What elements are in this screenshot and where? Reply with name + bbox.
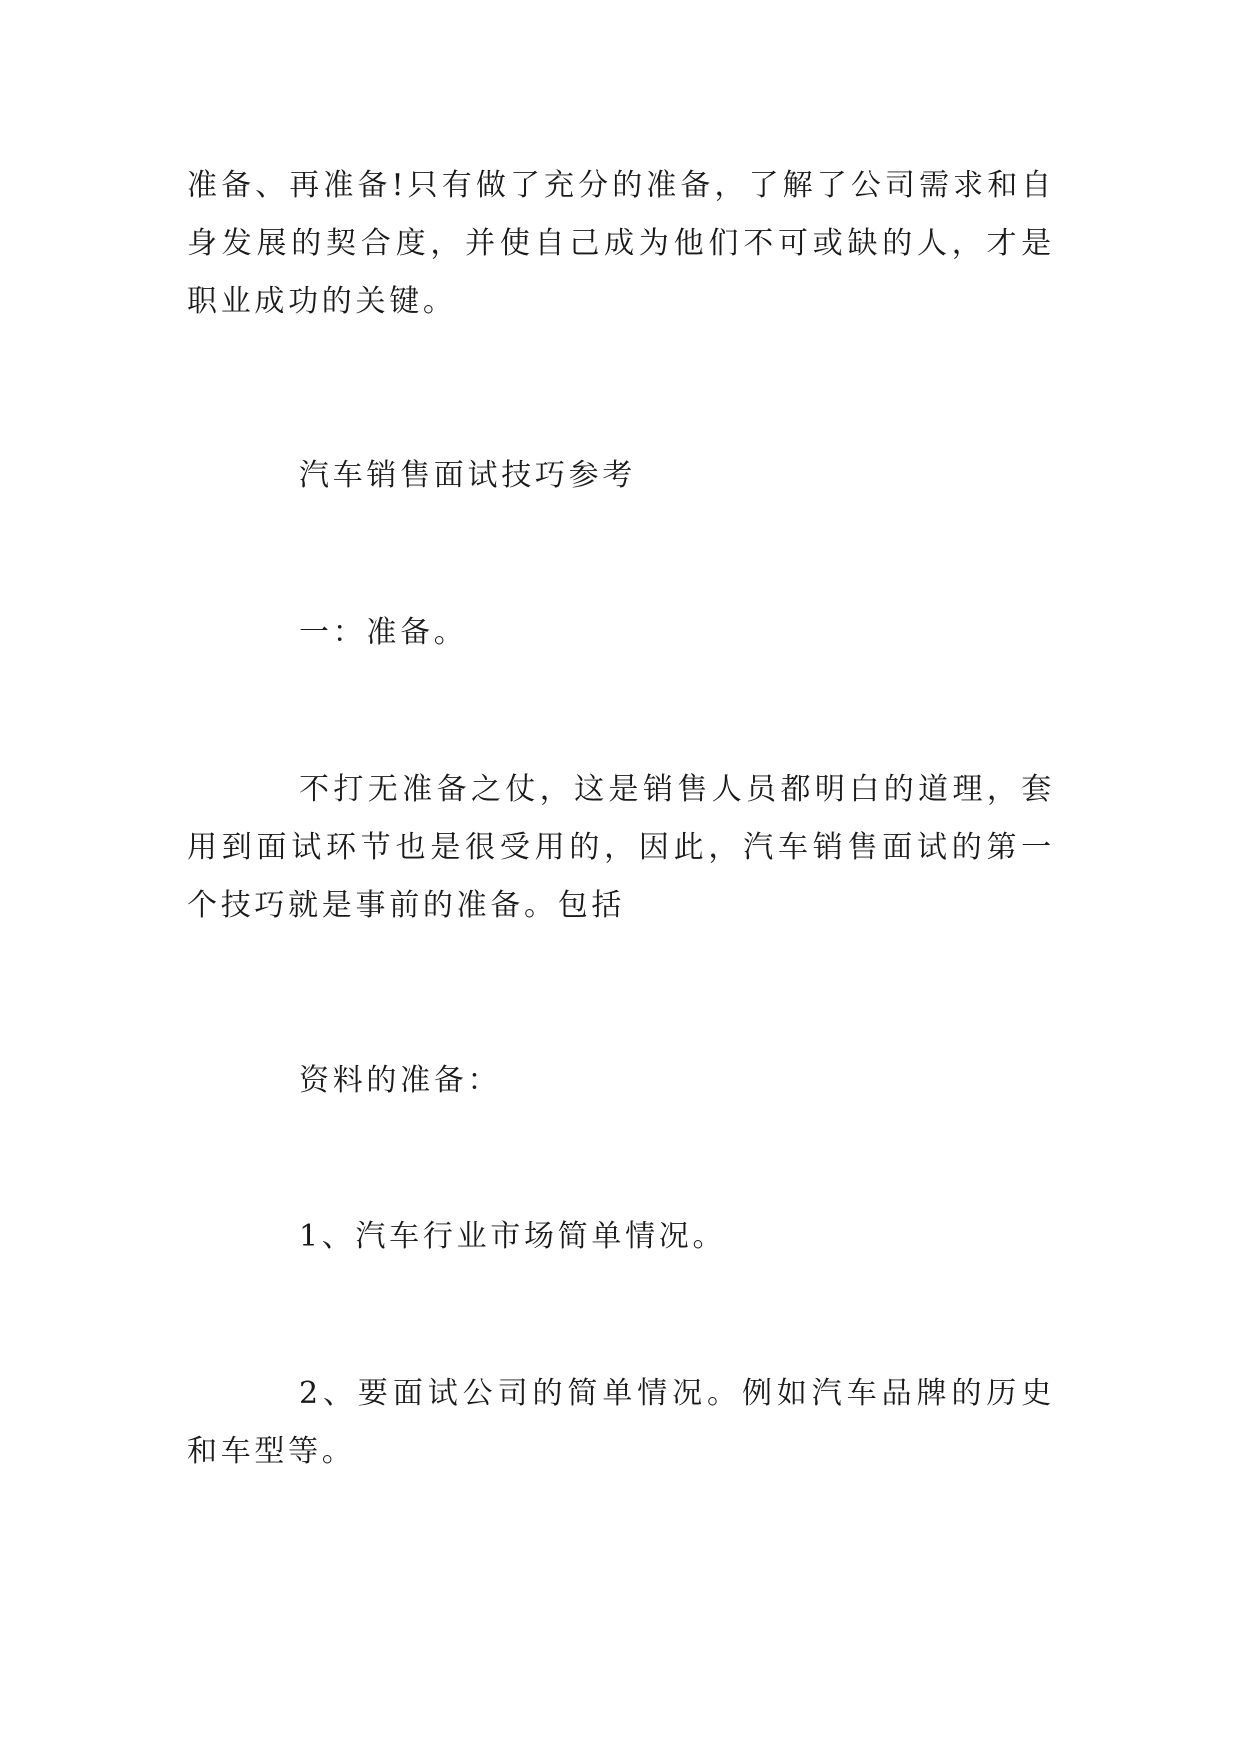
list-item-2: 2、要面试公司的简单情况。例如汽车品牌的历史和车型等。 bbox=[187, 1376, 1055, 1469]
section-title: 汽车销售面试技巧参考 bbox=[299, 458, 636, 493]
subheading-materials: 资料的准备： bbox=[299, 1063, 502, 1098]
paragraph-preparation: 不打无准备之仗，这是销售人员都明白的道理，套用到面试环节也是很受用的，因此，汽车销售面试的第一个技巧就是事前的准备。包括 bbox=[187, 772, 1055, 923]
list-item-1: 1、汽车行业市场简单情况。 bbox=[299, 1219, 727, 1254]
paragraph-intro: 准备、再准备!只有做了充分的准备，了解了公司需求和自身发展的契合度，并使自己成为他们不可或缺的人，才是职业成功的关键。 bbox=[187, 168, 1055, 319]
heading-preparation: 一：准备。 bbox=[299, 615, 468, 650]
